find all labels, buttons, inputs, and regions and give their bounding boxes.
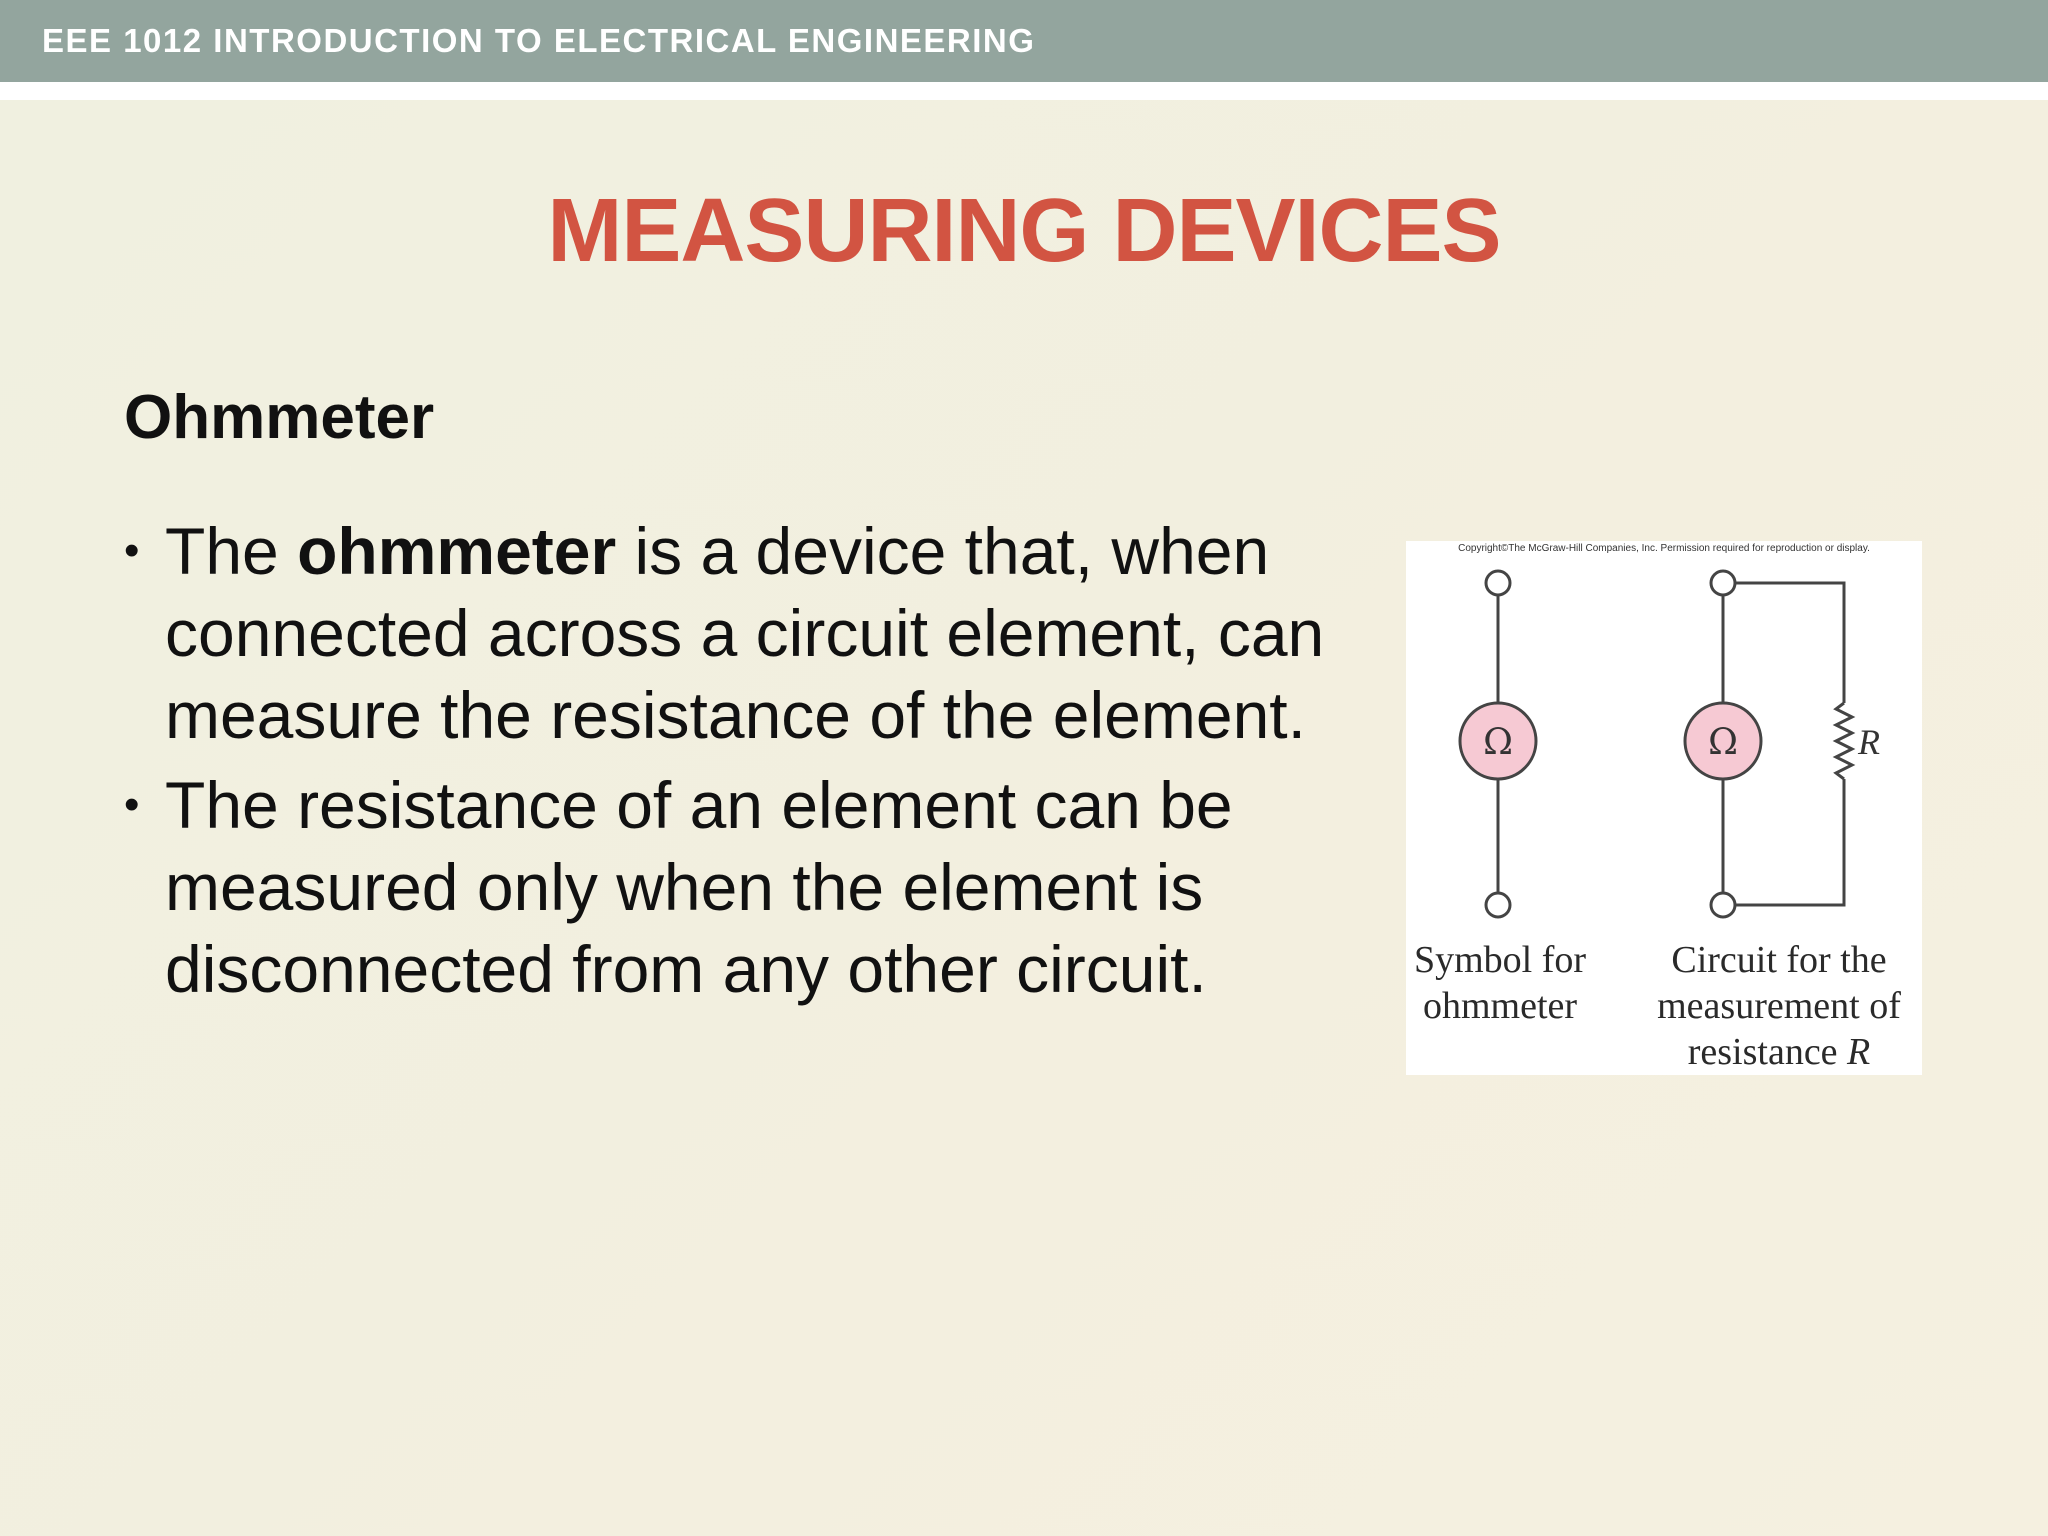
terminal-icon xyxy=(1486,893,1510,917)
section-heading: Ohmmeter xyxy=(124,383,435,452)
header-divider xyxy=(0,82,2048,100)
bullet-1-bold: ohmmeter xyxy=(297,514,617,588)
measurement-circuit-icon xyxy=(1685,571,1880,917)
bullet-1-post: is a device that, when connected across a circuit element, can measure the resistance of the element. xyxy=(165,514,1325,752)
terminal-icon xyxy=(1711,571,1735,595)
bullet-item-1 xyxy=(124,510,1354,756)
resistor-label: R xyxy=(1858,722,1880,762)
caption-circuit xyxy=(1636,937,1922,1075)
bullet-1-pre: The xyxy=(165,514,298,588)
ohmmeter-symbol-icon xyxy=(1460,571,1536,917)
slide-title: MEASURING DEVICES xyxy=(547,181,1501,281)
course-title: EEE 1012 INTRODUCTION TO ELECTRICAL ENGINEERING xyxy=(42,22,1036,59)
ohmmeter-figure xyxy=(1406,541,1922,1075)
caption-symbol: Symbol for ohmmeter xyxy=(1413,939,1587,1027)
caption-circuit-var: R xyxy=(1847,1031,1871,1073)
figure-copyright: Copyright©The McGraw-Hill Companies, Inc. Permission required for reproduction or display. xyxy=(1458,543,1870,554)
left-meter-symbol: Ω xyxy=(1483,722,1513,763)
bullet-dot-icon: • xyxy=(124,526,140,575)
terminal-icon xyxy=(1486,571,1510,595)
bullet-2-text: The resistance of an element can be measured only when the element is disconnected from any other circuit. xyxy=(165,768,1233,1006)
terminal-icon xyxy=(1711,893,1735,917)
caption-circuit-text: Circuit for the measurement of resistance xyxy=(1657,939,1901,1073)
header-bar xyxy=(0,0,2048,82)
bullet-list xyxy=(124,510,1354,1018)
bullet-dot-icon: • xyxy=(124,780,140,829)
right-meter-symbol: Ω xyxy=(1708,722,1738,763)
bullet-item-2 xyxy=(124,764,1354,1010)
resistor-icon xyxy=(1836,703,1852,779)
